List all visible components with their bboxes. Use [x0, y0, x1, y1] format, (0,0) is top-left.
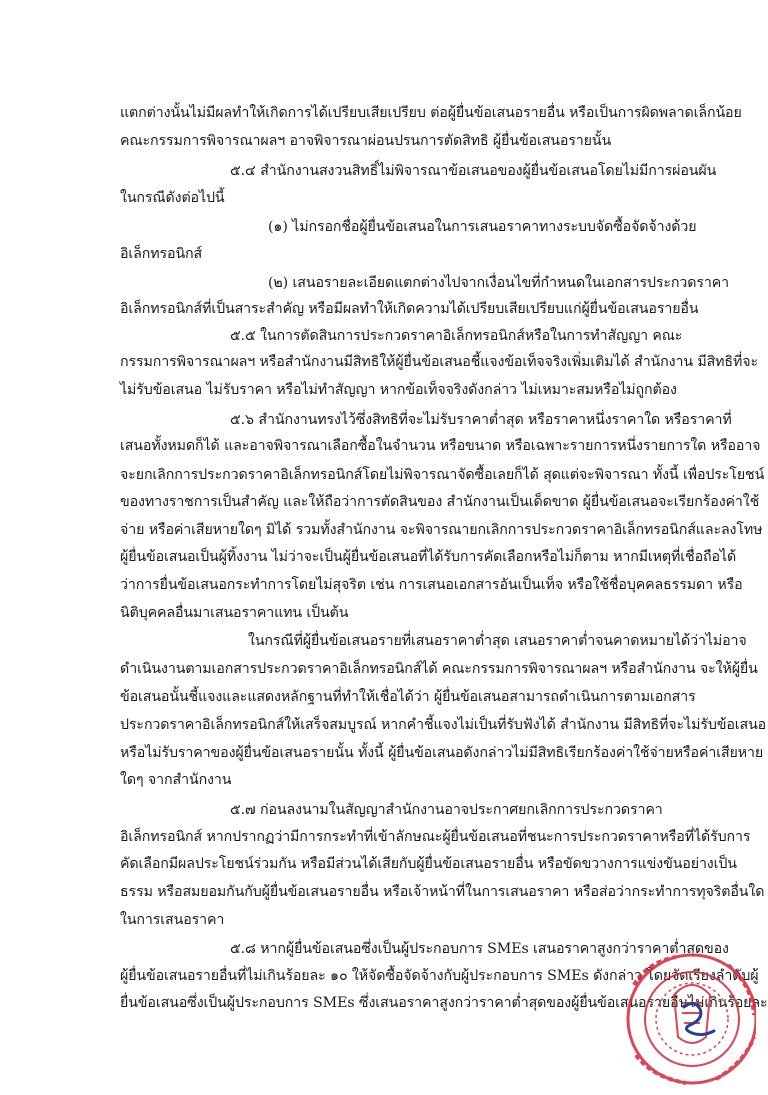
body-line: ไม่รับข้อเสนอ ไม่รับราคา หรือไม่ทำสัญญา หากข้อเท็จจริงดังกล่าว ไม่เหมาะสมหรือไม่ถูกต้อง [120, 382, 677, 398]
body-line: ข้อเสนอนั้นชี้แจงและแสดงหลักฐานที่ทำให้เชื่อได้ว่า ผู้ยื่นข้อเสนอสามารถดำเนินการตามเอกสาร [120, 689, 696, 705]
body-line: ผู้ยื่นข้อเสนอเป็นผู้ทิ้งงาน ไม่ว่าจะเป็นผู้ยื่นข้อเสนอที่ได้รับการคัดเลือกหรือไม่ก็ตาม หากมีเหตุที่เชื่อถือได้ [120, 549, 737, 565]
section-5-5-line: ๕.๕ ในการตัดสินการประกวดราคาอิเล็กทรอนิกส์หรือในการทำสัญญา คณะ [230, 328, 683, 344]
body-line: แตกต่างนั้นไม่มีผลทำให้เกิดการได้เปรียบเสียเปรียบ ต่อผู้ยื่นข้อเสนอรายอื่น หรือเป็นการผิดพลาดเล็กน้อย [120, 105, 742, 121]
body-line: ในการเสนอราคา [120, 912, 225, 928]
item-1-line: (๑) ไม่กรอกชื่อผู้ยื่นข้อเสนอในการเสนอราคาทางระบบจัดซื้อจัดจ้างด้วย [268, 219, 697, 235]
body-line: คณะกรรมการพิจารณาผลฯ อาจพิจารณาผ่อนปรนการตัดสิทธิ ผู้ยื่นข้อเสนอรายนั้น [120, 133, 612, 149]
body-line: เสนอทั้งหมดก็ได้ และอาจพิจารณาเลือกซื้อในจำนวน หรือขนาด หรือเฉพาะรายการหนึ่งรายการใด หรืออาจ [120, 438, 761, 454]
body-line: จะยกเลิกการประกวดราคาอิเล็กทรอนิกส์โดยไม่พิจารณาจัดซื้อเลยก็ได้ สุดแต่จะพิจารณา ทั้งนี้ เพื่อประโยชน์ [120, 467, 765, 483]
section-5-6-line: ๕.๖ สำนักงานทรงไว้ซึ่งสิทธิที่จะไม่รับราคาต่ำสุด หรือราคาหนึ่งราคาใด หรือราคาที่ [230, 412, 732, 428]
body-line: จ่าย หรือค่าเสียหายใดๆ มิได้ รวมทั้งสำนักงาน จะพิจารณายกเลิกการประกวดราคาอิเล็กทรอนิกส์และลงโทษ [120, 522, 763, 538]
body-line: ยื่นข้อเสนอซึ่งเป็นผู้ประกอบการ SMEs ซึ่งเสนอราคาสูงกว่าราคาต่ำสุดของผู้ยื่นข้อเสนอรายอื่นไม่เกินร้อยละ [120, 995, 768, 1011]
body-line: ในกรณีดังต่อไปนี้ [120, 190, 225, 206]
body-line: ธรรม หรือสมยอมกันกับผู้ยื่นข้อเสนอรายอื่น หรือเจ้าหน้าที่ในการเสนอราคา หรือส่อว่ากระทำการทุจริตอื่นใด [120, 884, 765, 900]
item-2-line: (๒) เสนอรายละเอียดแตกต่างไปจากเงื่อนไขที่กำหนดในเอกสารประกวดราคา [268, 275, 730, 291]
body-line: ของทางราชการเป็นสำคัญ และให้ถือว่าการตัดสินของ สำนักงานเป็นเด็ดขาด ผู้ยื่นข้อเสนอจะเรียกร้องค่าใช้ [120, 494, 760, 510]
body-line: ใดๆ จากสำนักงาน [120, 772, 232, 788]
body-line: ประกวดราคาอิเล็กทรอนิกส์ให้เสร็จสมบูรณ์ หากคำชี้แจงไม่เป็นที่รับฟังได้ สำนักงาน มีสิทธิที่จะไม่รับข้อเสนอ [120, 717, 767, 733]
body-line: หรือไม่รับราคาของผู้ยื่นข้อเสนอรายนั้น ทั้งนี้ ผู้ยื่นข้อเสนอดังกล่าวไม่มีสิทธิเรียกร้องค่าใช้จ่ายหรือค่าเสียหาย [120, 745, 764, 761]
body-line: กรรมการพิจารณาผลฯ หรือสำนักงานมีสิทธิให้ผู้ยื่นข้อเสนอชี้แจงข้อเท็จจริงเพิ่มเติมได้ สำนักงาน มีสิทธิที่จะ [120, 354, 758, 370]
section-5-4-line: ๕.๔ สำนักงานสงวนสิทธิ์ไม่พิจารณาข้อเสนอของผู้ยื่นข้อเสนอโดยไม่มีการผ่อนผัน [230, 163, 717, 179]
body-line: ว่าการยื่นข้อเสนอกระทำการโดยไม่สุจริต เช่น การเสนอเอกสารอันเป็นเท็จ หรือใช้ชื่อบุคคลธรรมดา หรือ [120, 577, 743, 593]
section-5-7-line: ๕.๗ ก่อนลงนามในสัญญาสำนักงานอาจประกาศยกเลิกการประกวดราคา [230, 802, 663, 818]
body-line: อิเล็กทรอนิกส์ที่เป็นสาระสำคัญ หรือมีผลทำให้เกิดความได้เปรียบเสียเปรียบแก่ผู้ยื่นข้อเสนอรายอื่น [120, 301, 699, 317]
official-seal-stamp [606, 945, 756, 1095]
body-line: อิเล็กทรอนิกส์ หากปรากฏว่ามีการกระทำที่เข้าลักษณะผู้ยื่นข้อเสนอที่ชนะการประกวดราคาหรือที่ได้รับการ [120, 829, 751, 845]
body-line: ผู้ยื่นข้อเสนอรายอื่นที่ไม่เกินร้อยละ ๑๐ ให้จัดซื้อจัดจ้างกับผู้ประกอบการ SMEs ดังกล่าว โดยจัดเรียงลำดับผู้ [120, 968, 759, 984]
body-line: นิติบุคคลอื่นมาเสนอราคาแทน เป็นต้น [120, 605, 349, 621]
body-line: คัดเลือกมีผลประโยชน์ร่วมกัน หรือมีส่วนได้เสียกับผู้ยื่นข้อเสนอรายอื่น หรือขัดขวางการแข่งขันอย่างเป็น [120, 856, 737, 872]
section-5-8-line: ๕.๘ หากผู้ยื่นข้อเสนอซึ่งเป็นผู้ประกอบการ SMEs เสนอราคาสูงกว่าราคาต่ำสุดของ [230, 941, 729, 957]
body-line: ดำเนินงานตามเอกสารประกวดราคาอิเล็กทรอนิกส์ได้ คณะกรรมการพิจารณาผลฯ หรือสำนักงาน จะให้ผู้ยื่น [120, 661, 758, 677]
body-line: อิเล็กทรอนิกส์ [120, 246, 203, 262]
paragraph-start-line: ในกรณีที่ผู้ยื่นข้อเสนอรายที่เสนอราคาต่ำสุด เสนอราคาต่ำจนคาดหมายได้ว่าไม่อาจ [248, 633, 747, 649]
